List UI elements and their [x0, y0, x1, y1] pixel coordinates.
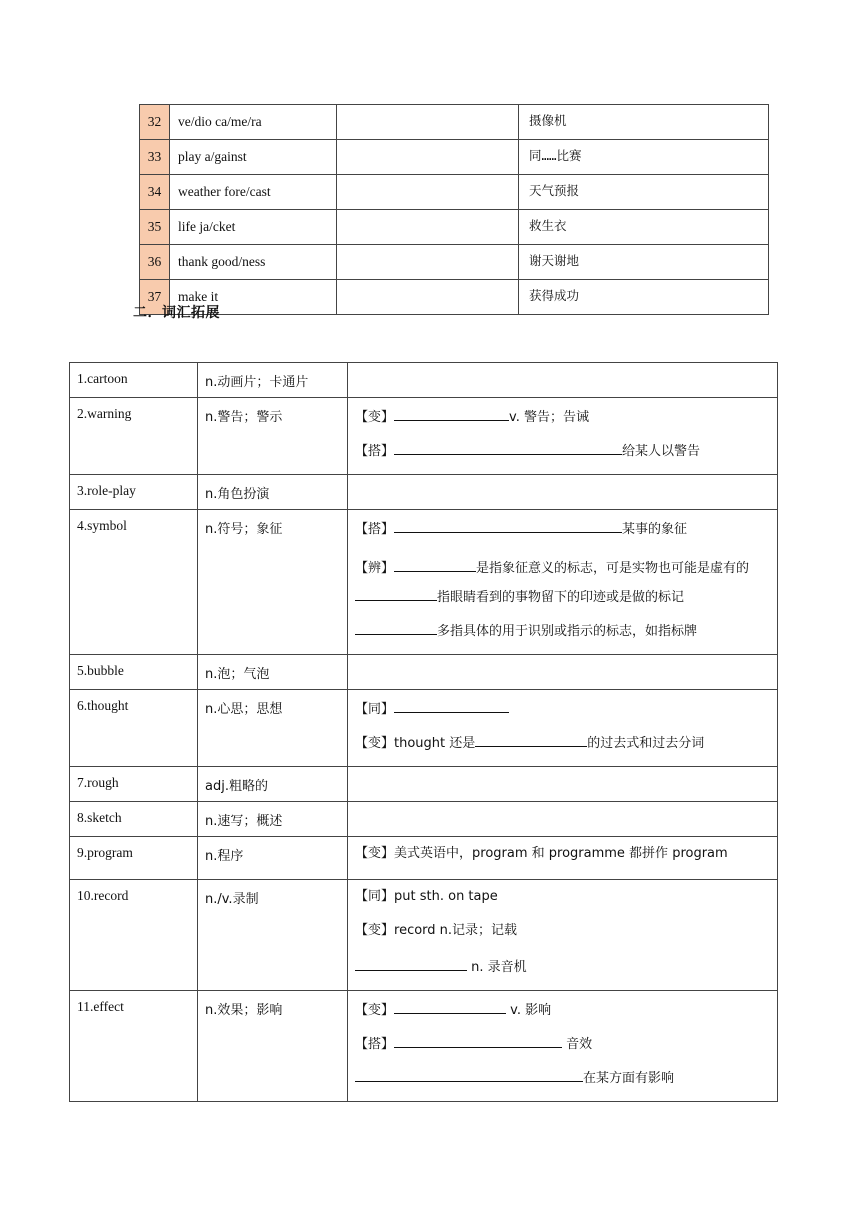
- note-text: 指眼睛看到的事物留下的印迹或是做的标记: [437, 590, 685, 605]
- phrase-cell: thank good/ness: [170, 245, 337, 280]
- note-tag: 【搭】: [355, 522, 395, 537]
- row-number: 35: [140, 210, 170, 245]
- meaning-cell: 同……比赛: [519, 140, 769, 175]
- notes-cell: [348, 991, 778, 1102]
- meaning-text: n.角色扮演: [205, 487, 270, 502]
- meaning-text: n.泡；气泡: [205, 667, 270, 682]
- note-tag: 【变】: [355, 410, 395, 425]
- meaning-text: n.速写；概述: [205, 814, 283, 829]
- vocabulary-expansion-table: [69, 362, 778, 1102]
- word-cell: [70, 802, 198, 837]
- word-cell: [70, 767, 198, 802]
- word-cell: [70, 510, 198, 655]
- word-text: 7.rough: [77, 775, 119, 790]
- note-tag: 【变】: [355, 1003, 395, 1018]
- note-line: [355, 518, 771, 552]
- meaning-text: adj.粗略的: [205, 779, 268, 794]
- answer-blank[interactable]: [394, 518, 622, 533]
- meaning-cell: [198, 880, 348, 991]
- notes-block: [348, 880, 777, 990]
- note-line: [355, 1033, 771, 1067]
- notes-cell: [348, 510, 778, 655]
- word-text: 4.symbol: [77, 518, 127, 533]
- note-tag: 【同】: [355, 702, 395, 717]
- word-text: 6.thought: [77, 698, 129, 713]
- note-line: [355, 620, 771, 654]
- note-tag: 【同】: [355, 889, 395, 904]
- vocabulary-table: [139, 104, 769, 315]
- notes-cell: [348, 767, 778, 802]
- meaning-cell: 获得成功: [519, 280, 769, 315]
- meaning-cell: [198, 398, 348, 475]
- row-number: 32: [140, 105, 170, 140]
- answer-blank[interactable]: [394, 698, 509, 713]
- note-line: [355, 1067, 771, 1101]
- meaning-cell: [198, 510, 348, 655]
- table-row: [70, 655, 778, 690]
- meaning-cell: [198, 655, 348, 690]
- answer-blank[interactable]: [355, 1067, 583, 1082]
- note-line: [355, 845, 771, 879]
- answer-blank[interactable]: [394, 1033, 562, 1048]
- answer-blank-cell: [337, 210, 519, 245]
- word-cell: [70, 690, 198, 767]
- notes-cell: [348, 837, 778, 880]
- row-number: 34: [140, 175, 170, 210]
- phrase-cell: play a/gainst: [170, 140, 337, 175]
- notes-block: [348, 991, 777, 1101]
- meaning-text: n.程序: [205, 849, 244, 864]
- meaning-cell: [198, 767, 348, 802]
- notes-block: [348, 398, 777, 474]
- note-tag: 【变】: [355, 736, 395, 751]
- table-row: [70, 475, 778, 510]
- word-text: 9.program: [77, 845, 133, 860]
- notes-cell: [348, 475, 778, 510]
- word-text: 10.record: [77, 888, 129, 903]
- phrase-cell: weather fore/cast: [170, 175, 337, 210]
- answer-blank-cell: [337, 245, 519, 280]
- meaning-text: n.动画片；卡通片: [205, 375, 309, 390]
- table-row: [140, 280, 769, 315]
- note-text: v. 影响: [506, 1003, 552, 1018]
- meaning-cell: [198, 991, 348, 1102]
- meaning-text: n.符号；象征: [205, 522, 283, 537]
- table-row: [70, 690, 778, 767]
- notes-cell: [348, 363, 778, 398]
- word-cell: [70, 398, 198, 475]
- note-line: [355, 888, 771, 922]
- answer-blank[interactable]: [355, 956, 467, 971]
- table-row: [70, 767, 778, 802]
- meaning-cell: 摄像机: [519, 105, 769, 140]
- meaning-cell: [198, 802, 348, 837]
- table-row: [70, 363, 778, 398]
- table-row: [140, 245, 769, 280]
- table-row: [70, 991, 778, 1102]
- answer-blank[interactable]: [355, 620, 437, 635]
- answer-blank[interactable]: [355, 586, 437, 601]
- answer-blank-cell: [337, 280, 519, 315]
- notes-block: [348, 510, 777, 654]
- table-row: [140, 105, 769, 140]
- word-text: 11.effect: [77, 999, 124, 1014]
- note-line: [355, 586, 771, 620]
- note-text: 是指象征意义的标志，可是实物也可能是虚有的: [476, 561, 750, 576]
- note-text: 美式英语中，program 和 programme 都拼作 program: [394, 846, 728, 861]
- row-number: 37: [140, 280, 170, 315]
- notes-cell: [348, 690, 778, 767]
- note-text: 音效: [562, 1037, 593, 1052]
- row-number: 36: [140, 245, 170, 280]
- note-line: [355, 440, 771, 474]
- meaning-text: n./v.录制: [205, 892, 259, 907]
- meaning-cell: [198, 363, 348, 398]
- note-tag: 【搭】: [355, 1037, 395, 1052]
- note-prefix: thought 还是: [394, 736, 476, 751]
- answer-blank-cell: [337, 140, 519, 175]
- meaning-text: n.效果；影响: [205, 1003, 283, 1018]
- table-row: [140, 175, 769, 210]
- word-cell: [70, 880, 198, 991]
- note-text: n. 录音机: [467, 960, 527, 975]
- table-row: [140, 210, 769, 245]
- phrase-cell: life ja/cket: [170, 210, 337, 245]
- meaning-text: n.警告；警示: [205, 410, 283, 425]
- answer-blank[interactable]: [394, 557, 476, 572]
- note-line: [355, 552, 771, 586]
- notes-block: [348, 837, 777, 879]
- phrase-cell: ve/dio ca/me/ra: [170, 105, 337, 140]
- table-row: [70, 802, 778, 837]
- note-text: 给某人以警告: [622, 444, 701, 459]
- word-text: 8.sketch: [77, 810, 122, 825]
- word-cell: [70, 363, 198, 398]
- phrase-cell: make it: [170, 280, 337, 315]
- word-cell: [70, 655, 198, 690]
- word-text: 1.cartoon: [77, 371, 128, 386]
- answer-blank-cell: [337, 105, 519, 140]
- answer-blank[interactable]: [394, 440, 622, 455]
- note-text: 的过去式和过去分词: [587, 736, 705, 751]
- answer-blank-cell: [337, 175, 519, 210]
- notes-block: [348, 690, 777, 766]
- note-tag: 【变】: [355, 923, 395, 938]
- answer-blank[interactable]: [394, 999, 506, 1014]
- word-cell: [70, 837, 198, 880]
- notes-cell: [348, 802, 778, 837]
- meaning-text: n.心思；思想: [205, 702, 283, 717]
- table-row: [70, 837, 778, 880]
- row-number: 33: [140, 140, 170, 175]
- word-text: 5.bubble: [77, 663, 124, 678]
- word-text: 3.role-play: [77, 483, 136, 498]
- meaning-cell: 谢天谢地: [519, 245, 769, 280]
- note-tag: 【辨】: [355, 561, 395, 576]
- word-text: 2.warning: [77, 406, 132, 421]
- notes-cell: [348, 880, 778, 991]
- notes-cell: [348, 398, 778, 475]
- word-cell: [70, 991, 198, 1102]
- table-row: [70, 398, 778, 475]
- meaning-cell: 天气预报: [519, 175, 769, 210]
- note-text: 在某方面有影响: [583, 1071, 675, 1086]
- word-cell: [70, 475, 198, 510]
- table-row: [70, 510, 778, 655]
- table-row: [140, 140, 769, 175]
- note-tag: 【搭】: [355, 444, 395, 459]
- note-text: 某事的象征: [622, 522, 688, 537]
- note-line: [355, 999, 771, 1033]
- note-text: v. 警告；告诫: [509, 410, 589, 425]
- notes-cell: [348, 655, 778, 690]
- note-text: put sth. on tape: [394, 889, 498, 904]
- note-line: [355, 922, 771, 956]
- meaning-cell: 救生衣: [519, 210, 769, 245]
- note-tag: 【变】: [355, 846, 395, 861]
- note-line: [355, 698, 771, 732]
- meaning-cell: [198, 837, 348, 880]
- note-line: [355, 406, 771, 440]
- meaning-cell: [198, 690, 348, 767]
- table-row: [70, 880, 778, 991]
- note-text: record n.记录；记载: [394, 923, 518, 938]
- section-title: 二．词汇拓展: [133, 305, 220, 321]
- note-line: [355, 956, 771, 990]
- answer-blank[interactable]: [475, 732, 587, 747]
- meaning-cell: [198, 475, 348, 510]
- note-line: [355, 732, 771, 766]
- note-text: 多指具体的用于识别或指示的标志，如指标牌: [437, 624, 698, 639]
- answer-blank[interactable]: [394, 406, 509, 421]
